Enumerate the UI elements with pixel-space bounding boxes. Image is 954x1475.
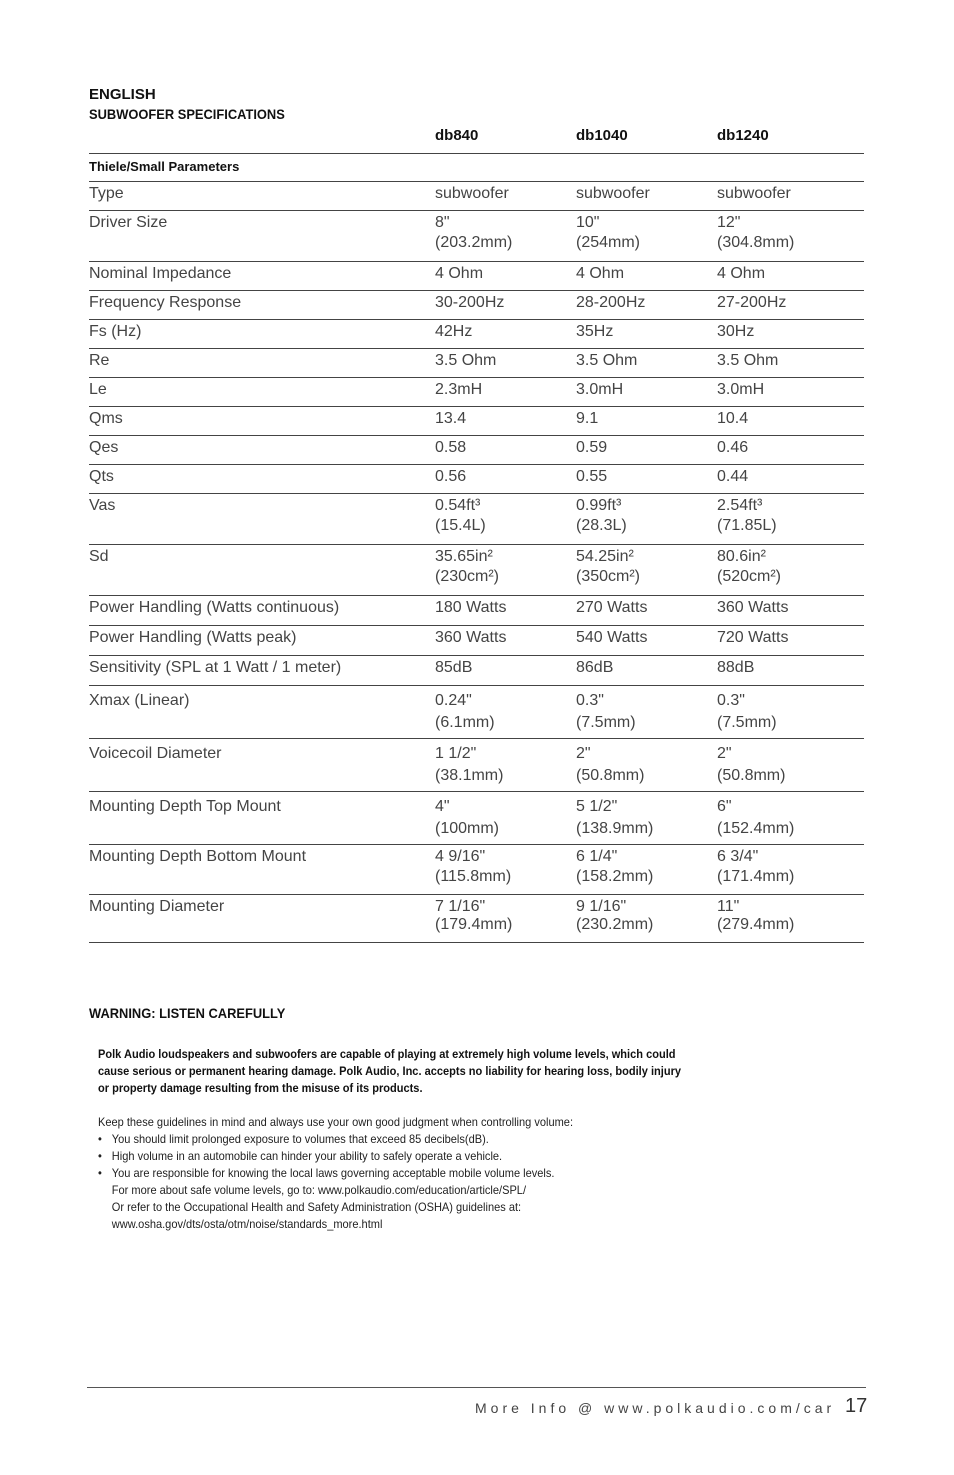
spec-value xyxy=(717,494,864,545)
spec-value-metric: (38.1mm) xyxy=(435,767,504,784)
spec-value xyxy=(717,792,864,845)
table-row xyxy=(89,349,864,378)
spec-value xyxy=(717,182,864,211)
spec-value-metric: (100mm) xyxy=(435,820,500,837)
spec-value-primary: 0.44 xyxy=(717,468,749,485)
table-row xyxy=(89,378,864,407)
spec-value xyxy=(717,739,864,792)
spec-label: Power Handling (Watts peak) xyxy=(89,626,435,656)
list-item: • High volume in an automobile can hinder your ability to safely operate a vehicle. xyxy=(98,1149,503,1163)
spec-value xyxy=(435,656,576,686)
spec-value xyxy=(435,465,576,494)
spec-value-primary: 10" xyxy=(576,214,600,231)
spec-value-primary: 0.54ft³ xyxy=(435,497,481,514)
spec-value-metric: (203.2mm) xyxy=(435,234,513,251)
spec-value xyxy=(576,792,717,845)
spec-value-primary: 85dB xyxy=(435,659,473,676)
spec-label: Driver Size xyxy=(89,211,435,262)
spec-value xyxy=(435,739,576,792)
spec-value xyxy=(717,349,864,378)
spec-value xyxy=(576,545,717,596)
spec-value xyxy=(576,845,717,895)
spec-value xyxy=(717,291,864,320)
warning-body: Polk Audio loudspeakers and subwoofers are capable of playing at extremely high volume levels, which could cause serious or permanent hearing damage. Polk Audio, Inc. accepts no liability for hearing loss, bodily injury or property damage resulting from the misuse of its products. xyxy=(98,1047,682,1095)
spec-value xyxy=(576,895,717,943)
spec-value xyxy=(717,545,864,596)
spec-value-primary: 30-200Hz xyxy=(435,294,505,311)
spec-value xyxy=(576,349,717,378)
spec-value-metric: (138.9mm) xyxy=(576,820,654,837)
spec-value xyxy=(717,626,864,656)
spec-value-primary: 30Hz xyxy=(717,323,755,340)
spec-value-metric: (350cm²) xyxy=(576,568,641,585)
spec-value-metric: (179.4mm) xyxy=(435,916,513,933)
list-item: Or refer to the Occupational Health and Safety Administration (OSHA) guidelines at: xyxy=(111,1200,522,1214)
spec-value-primary: 0.99ft³ xyxy=(576,497,622,514)
list-item: • You should limit prolonged exposure to volumes that exceed 85 decibels(dB). xyxy=(98,1132,489,1146)
spec-value xyxy=(435,349,576,378)
spec-value-primary: 0.3" xyxy=(717,692,745,709)
spec-value xyxy=(435,494,576,545)
table-row xyxy=(89,545,864,596)
spec-label: Re xyxy=(89,349,435,378)
spec-value xyxy=(576,407,717,436)
page-title: SUBWOOFER SPECIFICATIONS xyxy=(89,106,285,122)
spec-value-primary: 360 Watts xyxy=(435,629,507,646)
spec-value-primary: 2.54ft³ xyxy=(717,497,763,514)
spec-value-primary: 4 Ohm xyxy=(717,265,766,282)
spec-value xyxy=(576,626,717,656)
spec-value xyxy=(435,626,576,656)
spec-value xyxy=(435,436,576,465)
spec-value xyxy=(576,262,717,291)
spec-value-primary: 720 Watts xyxy=(717,629,789,646)
spec-value-primary: 12" xyxy=(717,214,741,231)
list-item: • You are responsible for knowing the local laws governing acceptable mobile volume levels. xyxy=(98,1166,555,1180)
spec-value xyxy=(717,262,864,291)
spec-value xyxy=(576,465,717,494)
spec-value xyxy=(717,436,864,465)
table-row xyxy=(89,494,864,545)
spec-value-primary: 0.56 xyxy=(435,468,467,485)
spec-value xyxy=(717,320,864,349)
spec-value-primary: 0.3" xyxy=(576,692,604,709)
spec-value xyxy=(576,596,717,626)
spec-value-metric: (28.3L) xyxy=(576,517,627,534)
table-row xyxy=(89,407,864,436)
spec-value-primary: 0.59 xyxy=(576,439,608,456)
table-row xyxy=(89,596,864,626)
spec-value-primary: 80.6in² xyxy=(717,548,766,565)
spec-label: Power Handling (Watts continuous) xyxy=(89,596,435,626)
spec-label: Voicecoil Diameter xyxy=(89,739,435,792)
spec-value-primary: 6 3/4" xyxy=(717,848,759,865)
spec-value-primary: 180 Watts xyxy=(435,599,507,616)
spec-table xyxy=(89,153,864,943)
page-number: 17 xyxy=(845,1395,868,1417)
list-item: www.osha.gov/dts/osta/otm/noise/standards_more.html xyxy=(111,1217,383,1231)
table-row xyxy=(89,211,864,262)
spec-value-primary: 42Hz xyxy=(435,323,473,340)
spec-value-primary: 27-200Hz xyxy=(717,294,787,311)
spec-value-metric: (15.4L) xyxy=(435,517,486,534)
table-row xyxy=(89,465,864,494)
spec-value-primary: 3.5 Ohm xyxy=(576,352,638,369)
spec-value xyxy=(717,465,864,494)
spec-value-primary: 8" xyxy=(435,214,450,231)
table-row xyxy=(89,291,864,320)
spec-value-metric: (50.8mm) xyxy=(717,767,786,784)
spec-value-metric: (115.8mm) xyxy=(435,868,512,885)
spec-value-primary: 4 9/16" xyxy=(435,848,486,865)
spec-value xyxy=(576,656,717,686)
table-row xyxy=(89,626,864,656)
table-row xyxy=(89,845,864,895)
spec-value xyxy=(576,378,717,407)
spec-label: Qms xyxy=(89,407,435,436)
spec-value-primary: 1 1/2" xyxy=(435,745,477,762)
table-row xyxy=(89,320,864,349)
spec-value xyxy=(576,494,717,545)
spec-value xyxy=(576,686,717,739)
spec-value xyxy=(435,262,576,291)
spec-value xyxy=(435,895,576,943)
spec-value-primary: 4" xyxy=(435,798,450,815)
spec-value xyxy=(576,436,717,465)
spec-label: Qts xyxy=(89,465,435,494)
spec-value-metric: (520cm²) xyxy=(717,568,782,585)
spec-value-primary: subwoofer xyxy=(717,185,791,202)
spec-value-metric: (6.1mm) xyxy=(435,714,495,731)
column-header-db1240: db1240 xyxy=(717,127,769,144)
spec-value-primary: 28-200Hz xyxy=(576,294,646,311)
spec-value xyxy=(435,291,576,320)
spec-value-primary: 86dB xyxy=(576,659,614,676)
spec-value-primary: 270 Watts xyxy=(576,599,648,616)
spec-value-metric: (279.4mm) xyxy=(717,916,795,933)
spec-label: Nominal Impedance xyxy=(89,262,435,291)
spec-value-metric: (152.4mm) xyxy=(717,820,795,837)
spec-value xyxy=(717,656,864,686)
spec-label: Sensitivity (SPL at 1 Watt / 1 meter) xyxy=(89,656,435,686)
spec-value xyxy=(435,211,576,262)
spec-value xyxy=(717,596,864,626)
spec-value-metric: (7.5mm) xyxy=(717,714,777,731)
spec-value xyxy=(717,895,864,943)
spec-value-primary: 0.55 xyxy=(576,468,608,485)
spec-value-primary: 4 Ohm xyxy=(435,265,484,282)
spec-value-metric: (71.85L) xyxy=(717,517,777,534)
column-header-db840: db840 xyxy=(435,127,479,144)
spec-value xyxy=(576,182,717,211)
spec-value-metric: (7.5mm) xyxy=(576,714,636,731)
spec-value-metric: (171.4mm) xyxy=(717,868,795,885)
spec-label: Vas xyxy=(89,494,435,545)
spec-value-primary: 10.4 xyxy=(717,410,749,427)
spec-label: Type xyxy=(89,182,435,211)
spec-value xyxy=(435,320,576,349)
spec-value-metric: (254mm) xyxy=(576,234,641,251)
spec-value-primary: 88dB xyxy=(717,659,755,676)
spec-value-primary: 11" xyxy=(717,898,740,915)
spec-value-metric: (304.8mm) xyxy=(717,234,795,251)
column-header-db1040: db1040 xyxy=(576,127,628,144)
spec-value-primary: 0.24" xyxy=(435,692,472,709)
spec-value xyxy=(576,320,717,349)
spec-label: Qes xyxy=(89,436,435,465)
table-row xyxy=(89,656,864,686)
spec-value-primary: 3.5 Ohm xyxy=(717,352,779,369)
spec-label: Sd xyxy=(89,545,435,596)
guidelines xyxy=(98,1114,687,1233)
spec-value-primary: 5 1/2" xyxy=(576,798,618,815)
table-row xyxy=(89,686,864,739)
spec-value-primary: 0.58 xyxy=(435,439,467,456)
spec-value-primary: 13.4 xyxy=(435,410,467,427)
spec-value xyxy=(717,686,864,739)
spec-value-primary: 6" xyxy=(717,798,732,815)
spec-value xyxy=(435,545,576,596)
spec-value-primary: 7 1/16" xyxy=(435,898,486,915)
spec-value xyxy=(435,596,576,626)
table-row xyxy=(89,739,864,792)
footer-divider xyxy=(87,1387,866,1388)
spec-value-primary: 9 1/16" xyxy=(576,898,627,915)
spec-value xyxy=(576,739,717,792)
spec-value-primary: 35.65in² xyxy=(435,548,493,565)
spec-value-primary: 2" xyxy=(576,745,591,762)
spec-label: Xmax (Linear) xyxy=(89,686,435,739)
spec-value xyxy=(435,792,576,845)
spec-value-primary: 540 Watts xyxy=(576,629,648,646)
warning-title: WARNING: LISTEN CAREFULLY xyxy=(89,1005,286,1021)
spec-label: Mounting Depth Top Mount xyxy=(89,792,435,845)
spec-label: Mounting Diameter xyxy=(89,895,435,943)
section-label: Thiele/Small Parameters xyxy=(89,154,435,182)
spec-value xyxy=(717,407,864,436)
spec-value-primary: 2" xyxy=(717,745,732,762)
spec-label: Fs (Hz) xyxy=(89,320,435,349)
spec-value xyxy=(435,407,576,436)
table-row xyxy=(89,436,864,465)
table-row xyxy=(89,262,864,291)
section-row xyxy=(89,154,864,182)
spec-value-metric: (230.2mm) xyxy=(576,916,654,933)
spec-value-primary: 54.25in² xyxy=(576,548,634,565)
spec-value-primary: subwoofer xyxy=(576,185,650,202)
spec-value-metric: (50.8mm) xyxy=(576,767,645,784)
spec-value-primary: 9.1 xyxy=(576,410,599,427)
spec-value xyxy=(717,211,864,262)
spec-value-primary: 3.0mH xyxy=(576,381,624,398)
spec-value-primary: 3.0mH xyxy=(717,381,765,398)
list-item: For more about safe volume levels, go to: www.polkaudio.com/education/article/SPL/ xyxy=(111,1183,527,1197)
spec-value xyxy=(717,378,864,407)
spec-value xyxy=(435,378,576,407)
spec-value xyxy=(435,686,576,739)
guidelines-intro: Keep these guidelines in mind and always use your own good judgment when controlling volume: xyxy=(98,1115,574,1129)
spec-label: Mounting Depth Bottom Mount xyxy=(89,845,435,895)
spec-value-primary: 6 1/4" xyxy=(576,848,618,865)
spec-value xyxy=(717,845,864,895)
spec-value xyxy=(435,845,576,895)
table-row xyxy=(89,182,864,211)
spec-value-primary: 360 Watts xyxy=(717,599,789,616)
table-row xyxy=(89,895,864,943)
spec-value-primary: 0.46 xyxy=(717,439,749,456)
spec-value-primary: 4 Ohm xyxy=(576,265,625,282)
spec-value xyxy=(576,291,717,320)
spec-value-metric: (158.2mm) xyxy=(576,868,654,885)
spec-label: Frequency Response xyxy=(89,291,435,320)
spec-value-primary: 2.3mH xyxy=(435,381,483,398)
table-row xyxy=(89,792,864,845)
spec-label: Le xyxy=(89,378,435,407)
language-heading: ENGLISH xyxy=(89,86,156,103)
guidelines-list xyxy=(98,1131,687,1233)
spec-value xyxy=(435,182,576,211)
spec-value xyxy=(576,211,717,262)
footer-link-text: More Info @ www.polkaudio.com/car xyxy=(475,1400,836,1416)
spec-value-primary: 35Hz xyxy=(576,323,614,340)
spec-value-metric: (230cm²) xyxy=(435,568,500,585)
spec-value-primary: 3.5 Ohm xyxy=(435,352,497,369)
spec-value-primary: subwoofer xyxy=(435,185,509,202)
